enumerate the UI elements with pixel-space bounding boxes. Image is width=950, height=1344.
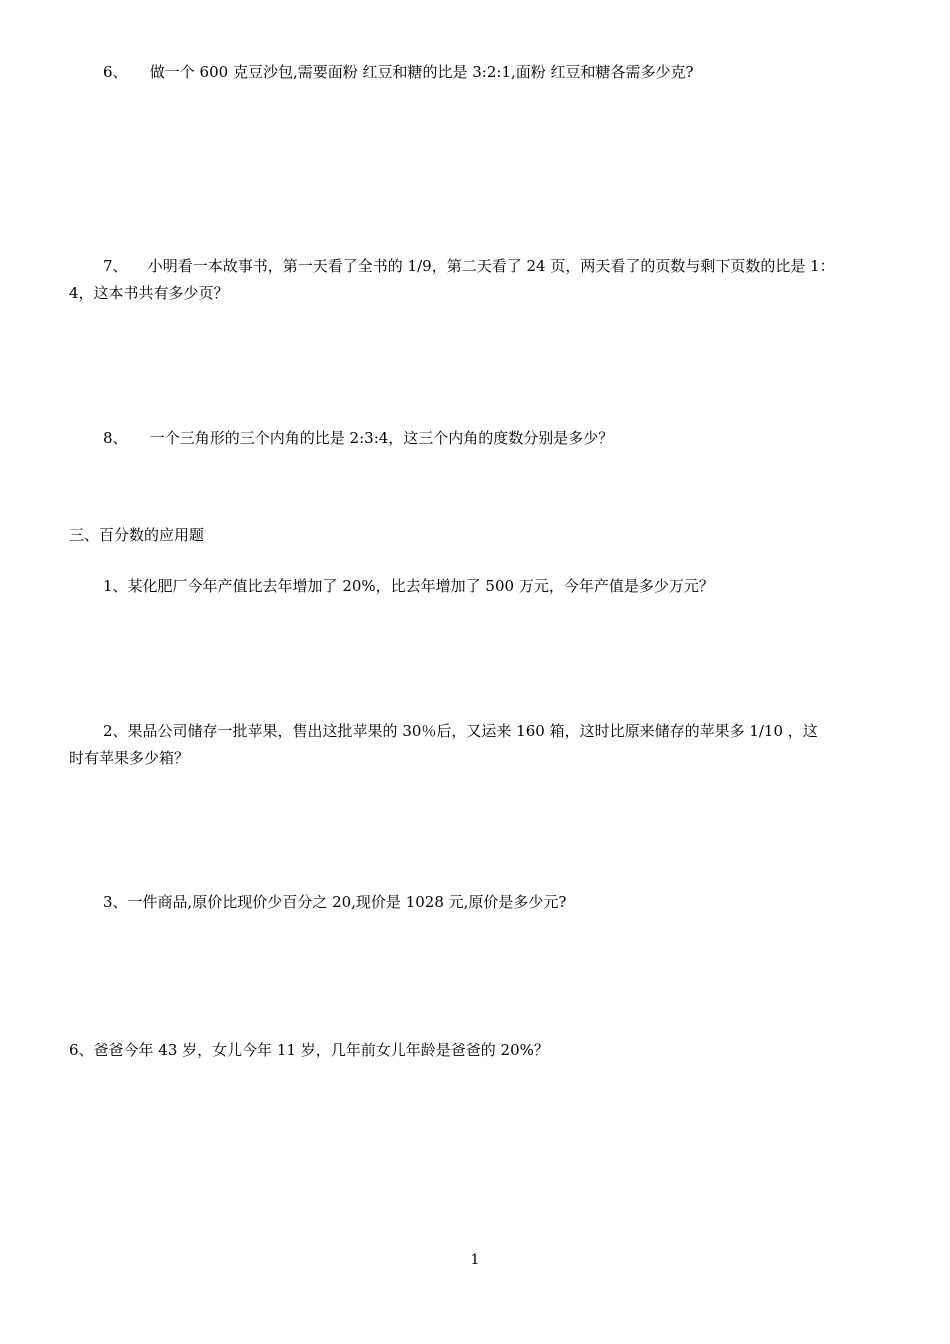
question-8 (103, 428, 613, 448)
percent-question-2-line-1: 2、果品公司储存一批苹果，售出这批苹果的 30％后，又运来 160 箱，这时比原来储存的苹果多 1/10 ，这 (103, 722, 818, 740)
page-number: 1 (470, 1252, 480, 1268)
question-text: 一个三角形的三个内角的比是 2:3:4，这三个内角的度数分别是多少？ (149, 429, 614, 447)
question-6 (103, 62, 694, 82)
question-text: 做一个 600 克豆沙包,需要面粉 红豆和糖的比是 3:2:1,面粉 红豆和糖各需多少克? (149, 63, 694, 81)
question-number: 7、 (103, 257, 128, 275)
question-text: 小明看一本故事书，第一天看了全书的 1/9，第二天看了 24 页，两天看了的页数与剩下页数的比是 1： (147, 257, 835, 275)
question-7-line-1 (103, 256, 835, 276)
percent-question-3: 3、一件商品,原价比现价少百分之 20,现价是 1028 元,原价是多少元? (103, 893, 567, 911)
question-number: 6、 (103, 63, 128, 81)
question-7-line-2: 4，这本书共有多少页？ (69, 284, 229, 302)
percent-question-2-line-2: 时有苹果多少箱？ (69, 749, 190, 767)
section-heading: 三、百分数的应用题 (69, 526, 205, 544)
question-number: 8、 (103, 429, 128, 447)
percent-question-1: 1、某化肥厂今年产值比去年增加了 20%，比去年增加了 500 万元，今年产值是多少万元？ (103, 577, 714, 595)
percent-question-6: 6、爸爸今年 43 岁，女儿今年 11 岁，几年前女儿年龄是爸爸的 20%？ (69, 1041, 549, 1059)
